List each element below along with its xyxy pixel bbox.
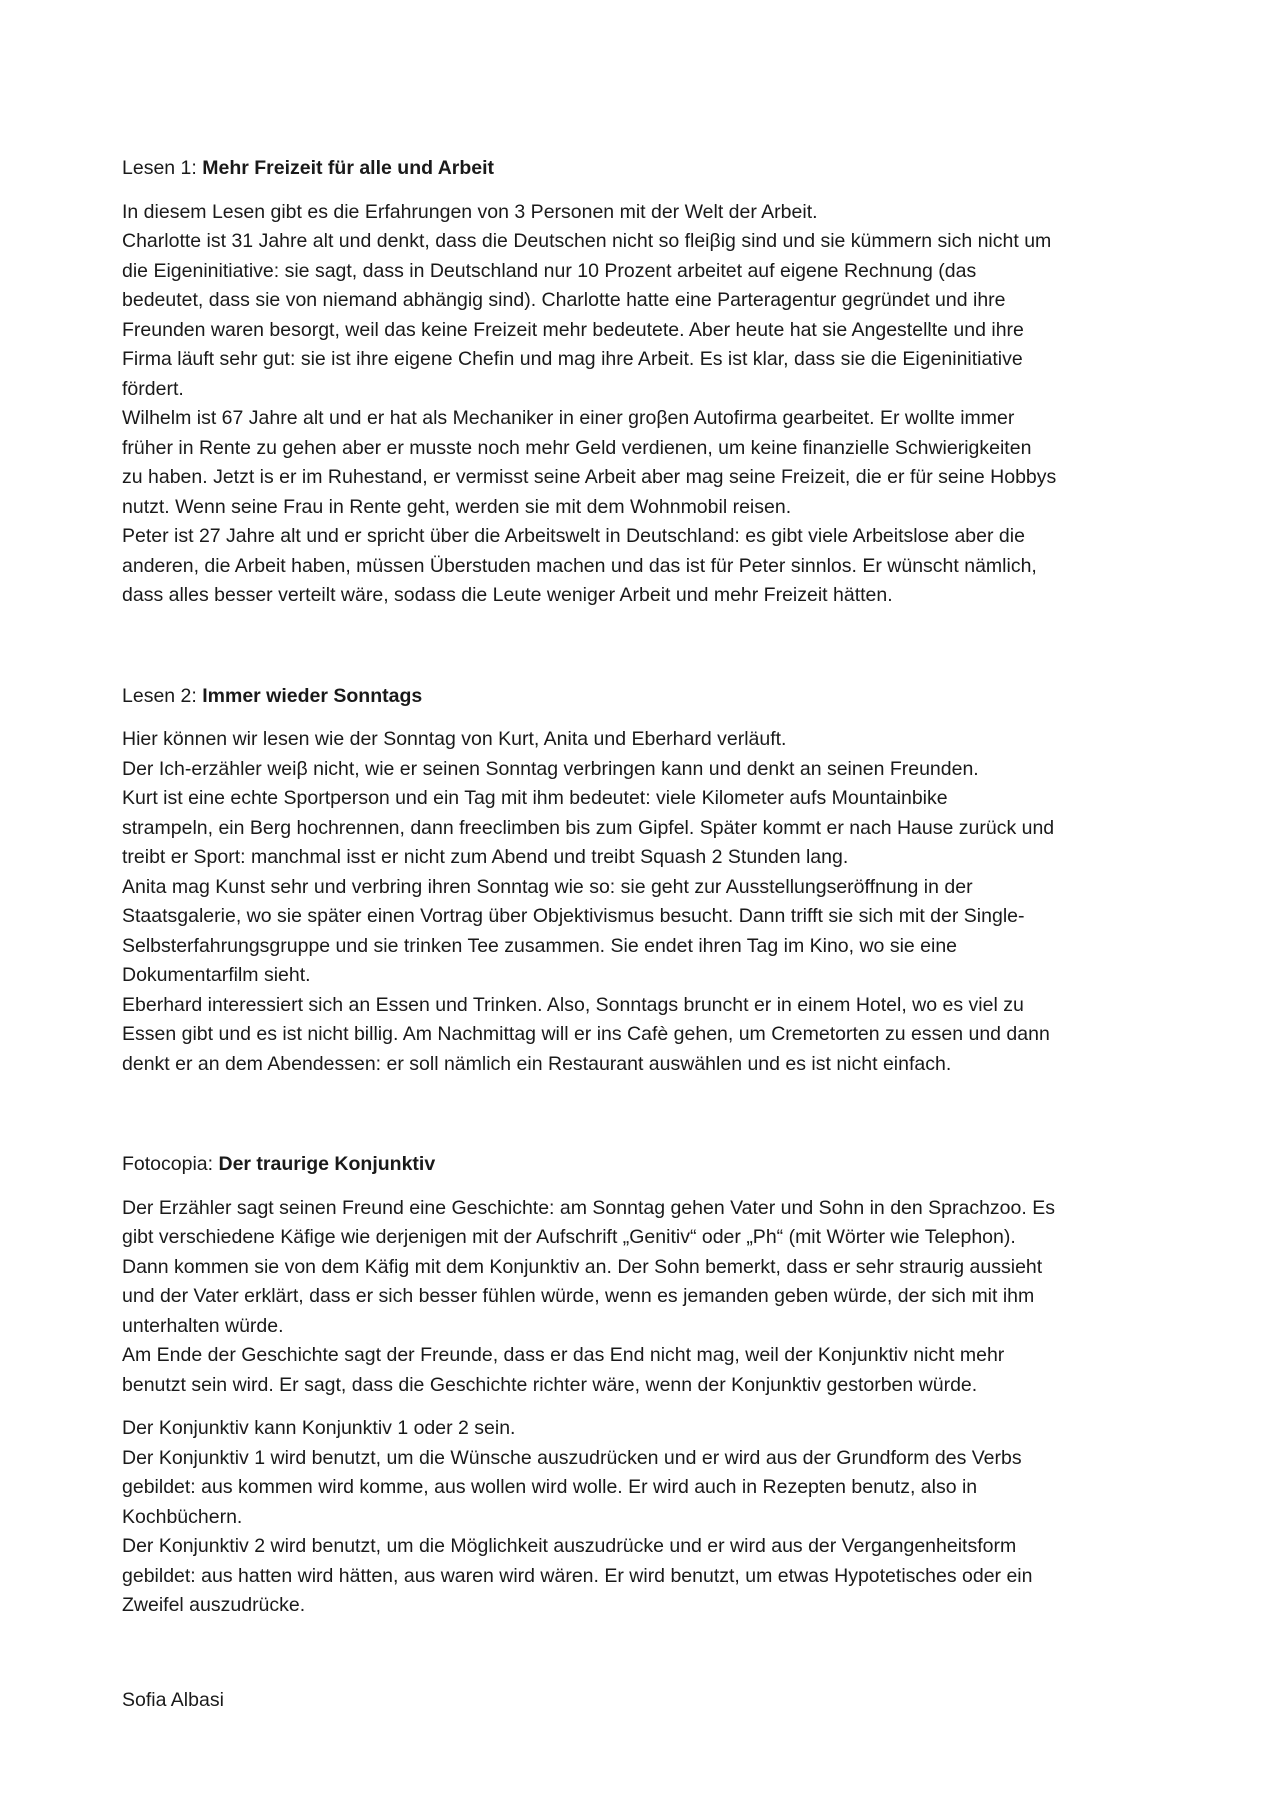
text-line: gibt verschiedene Käfige wie derjenigen mit der Aufschrift „Genitiv“ oder „Ph“ (mit Wörter wie Telephon). xyxy=(122,1226,1016,1248)
section-label: Fotocopia: xyxy=(122,1153,219,1175)
text-line: nutzt. Wenn seine Frau in Rente geht, werden sie mit dem Wohnmobil reisen. xyxy=(122,495,792,518)
section-title: Der traurige Konjunktiv xyxy=(218,1153,436,1175)
text-line: Anita mag Kunst sehr und verbring ihren Sonntag wie so: sie geht zur Ausstellungseröffnung in der xyxy=(122,875,973,898)
document-page xyxy=(122,154,1172,1621)
text-line: früher in Rente zu gehen aber er musste noch mehr Geld verdienen, um keine finanzielle Schwierigkeiten xyxy=(122,436,1032,459)
text-line: fördert. xyxy=(122,377,184,400)
text-line: Essen gibt und es ist nicht billig. Am Nachmittag will er ins Cafè gehen, um Cremetorten zu essen und dann xyxy=(122,1023,1050,1045)
text-line: Der Konjunktiv kann Konjunktiv 1 oder 2 sein. xyxy=(122,1417,516,1439)
section-heading xyxy=(122,1150,1172,1180)
text-line: gebildet: aus hatten wird hätten, aus waren wird wären. Er wird benutzt, um etwas Hypotetisches oder ein xyxy=(122,1564,1033,1587)
text-line: Staatsgalerie, wo sie später einen Vortrag über Objektivismus besucht. Dann trifft sie sich mit der Single- xyxy=(122,905,1025,927)
section-lesen-2 xyxy=(122,682,1172,1080)
text-line: Freunden waren besorgt, weil das keine Freizeit mehr bedeutete. Aber heute hat sie Angestellte und ihre xyxy=(122,318,1024,341)
text-line: unterhalten würde. xyxy=(122,1314,284,1337)
author-signature: Sofia Albasi xyxy=(122,1689,224,1711)
text-line: Charlotte ist 31 Jahre alt und denkt, dass die Deutschen nicht so fleiβig sind und sie kümmern sich nicht um xyxy=(122,230,1052,252)
text-line: anderen, die Arbeit haben, müssen Überstuden machen und das ist für Peter sinnlos. Er wünscht nämlich, xyxy=(122,554,1037,577)
section-fotocopia xyxy=(122,1150,1172,1621)
text-line: denkt er an dem Abendessen: er soll nämlich ein Restaurant auswählen und es ist nicht einfach. xyxy=(122,1052,952,1075)
section-body xyxy=(122,1194,1172,1401)
text-line: Zweifel auszudrücke. xyxy=(122,1594,306,1616)
text-line: strampeln, ein Berg hochrennen, dann freeclimben bis zum Gipfel. Später kommt er nach Hause zurück und xyxy=(122,816,1055,839)
text-line: zu haben. Jetzt is er im Ruhestand, er vermisst seine Arbeit aber mag seine Freizeit, die er für seine Hobbys xyxy=(122,466,1057,488)
section-heading xyxy=(122,154,1172,184)
text-line: Firma läuft sehr gut: sie ist ihre eigene Chefin und mag ihre Arbeit. Es ist klar, dass sie die Eigeninitiative xyxy=(122,348,1023,370)
text-line: Der Ich-erzähler weiβ nicht, wie er seinen Sonntag verbringen kann und denkt an seinen Freunden. xyxy=(122,757,979,780)
text-line: Dann kommen sie von dem Käfig mit dem Konjunktiv an. Der Sohn bemerkt, dass er sehr straurig aussieht xyxy=(122,1255,1043,1278)
text-line: bedeutet, dass sie von niemand abhängig sind). Charlotte hatte eine Parteragentur gegründet und ihre xyxy=(122,289,1006,311)
text-line: Selbsterfahrungsgruppe und sie trinken Tee zusammen. Sie endet ihren Tag im Kino, wo sie eine xyxy=(122,934,958,957)
section-label: Lesen 1: xyxy=(122,157,203,179)
text-line: treibt er Sport: manchmal isst er nicht zum Abend und treibt Squash 2 Stunden lang. xyxy=(122,846,849,868)
text-line: Der Erzähler sagt seinen Freund eine Geschichte: am Sonntag gehen Vater und Sohn in den Sprachzoo. Es xyxy=(122,1196,1055,1219)
text-line: Der Konjunktiv 1 wird benutzt, um die Wünsche auszudrücken und er wird aus der Grundform des Verbs xyxy=(122,1446,1022,1469)
text-line: Kochbüchern. xyxy=(122,1505,243,1528)
text-line: Dokumentarfilm sieht. xyxy=(122,964,311,986)
section-title: Mehr Freizeit für alle und Arbeit xyxy=(202,157,495,179)
text-line: Peter ist 27 Jahre alt und er spricht über die Arbeitswelt in Deutschland: es gibt viele Arbeitslose aber die xyxy=(122,525,1025,547)
section-body xyxy=(122,198,1172,611)
text-line: Hier können wir lesen wie der Sonntag von Kurt, Anita und Eberhard verläuft. xyxy=(122,728,787,750)
text-line: dass alles besser verteilt wäre, sodass die Leute weniger Arbeit und mehr Freizeit hätten. xyxy=(122,584,893,606)
section-heading xyxy=(122,682,1172,712)
section-label: Lesen 2: xyxy=(122,684,203,707)
text-line: die Eigeninitiative: sie sagt, dass in Deutschland nur 10 Prozent arbeitet auf eigene Rechnung (das xyxy=(122,259,977,282)
text-line: gebildet: aus kommen wird komme, aus wollen wird wolle. Er wird auch in Rezepten benutz, also in xyxy=(122,1476,978,1498)
text-line: Kurt ist eine echte Sportperson und ein Tag mit ihm bedeutet: viele Kilometer aufs Mountainbike xyxy=(122,787,948,809)
section-body xyxy=(122,725,1172,1079)
text-line: In diesem Lesen gibt es die Erfahrungen von 3 Personen mit der Welt der Arbeit. xyxy=(122,200,818,223)
text-line: Am Ende der Geschichte sagt der Freunde, dass er das End nicht mag, weil der Konjunktiv nicht mehr xyxy=(122,1344,1005,1366)
section-body-konjunktiv xyxy=(122,1414,1172,1621)
text-line: benutzt sein wird. Er sagt, dass die Geschichte richter wäre, wenn der Konjunktiv gestorben würde. xyxy=(122,1373,978,1396)
text-line: Wilhelm ist 67 Jahre alt und er hat als Mechaniker in einer groβen Autofirma gearbeitet. Er wollte immer xyxy=(122,407,1015,429)
section-title: Immer wieder Sonntags xyxy=(202,684,423,707)
section-lesen-1 xyxy=(122,154,1172,611)
text-line: und der Vater erklärt, dass er sich besser fühlen würde, wenn es jemanden geben würde, der sich mit ihm xyxy=(122,1285,1035,1307)
text-line: Eberhard interessiert sich an Essen und Trinken. Also, Sonntags bruncht er in einem Hotel, wo es viel zu xyxy=(122,993,1024,1016)
text-line: Der Konjunktiv 2 wird benutzt, um die Möglichkeit auszudrücke und er wird aus der Vergangenheitsform xyxy=(122,1535,1017,1557)
